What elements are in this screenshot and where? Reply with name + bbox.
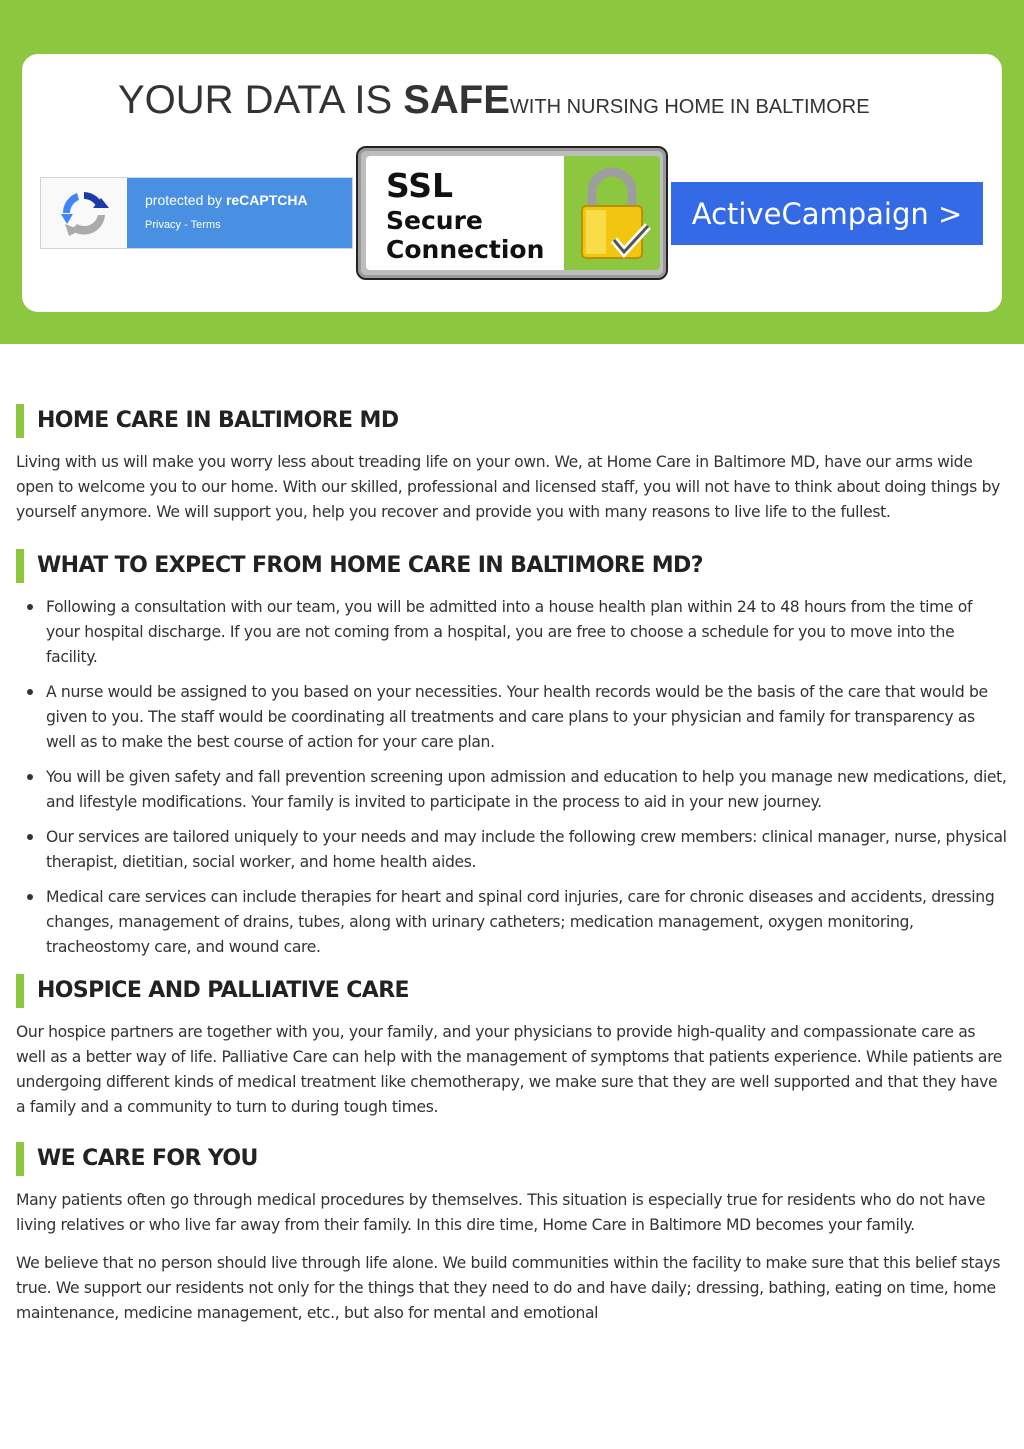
section-heading (16, 404, 1008, 438)
heading-text: HOME CARE IN BALTIMORE MD (37, 408, 399, 433)
section-heading (16, 974, 1008, 1008)
trust-badge-card (22, 54, 1002, 312)
list-item-text: You will be given safety and fall prevention screening upon admission and education to help you manage new medications, diet, and lifestyle modifications. Your family is invited to participate in the process to aid in your new journey. (46, 768, 1007, 811)
section-paragraph: Living with us will make you worry less about treading life on your own. We, at Home Care in Baltimore MD, have our arms wide open to welcome you to our home. With our skilled, professional and licensed staff, you will not have to think about doing things by yourself anymore. We will support you, help you recover and provide you with many reasons to live life to the fullest. (16, 453, 1000, 521)
list-item (16, 765, 1008, 815)
ssl-line-2: Secure (386, 206, 483, 235)
trust-banner (0, 0, 1024, 344)
heading-accent-bar (16, 549, 24, 583)
expectations-list (16, 595, 1008, 960)
list-item (16, 595, 1008, 670)
section-paragraph: We believe that no person should live through life alone. We build communities within the facility to make sure that this belief stays true. We support our residents not only for the things that they need to do and have daily; dressing, bathing, eating on time, home maintenance, medicine management, etc., but also for mental and emotional (16, 1254, 1001, 1322)
title-part-1: YOUR DATA IS (118, 78, 404, 122)
ssl-line-1: SSL (386, 166, 454, 205)
list-item-text: Medical care services can include therapies for heart and spinal cord injuries, care for chronic diseases and accidents, dressing changes, management of drains, tubes, along with urinary catheters; medication management, oxygen monitoring, tracheostomy care, and wound care. (46, 888, 995, 956)
padlock-icon (564, 156, 660, 270)
heading-accent-bar (16, 974, 24, 1008)
section-paragraph: Many patients often go through medical procedures by themselves. This situation is especially true for residents who do not have living relatives or who live far away from their family. In this dire time, Home Care in Baltimore MD becomes your family. (16, 1191, 986, 1234)
recaptcha-badge[interactable] (40, 177, 353, 249)
list-item-text: Following a consultation with our team, you will be admitted into a house health plan within 24 to 48 hours from the time of your hospital discharge. If you are not coming from a hospital, you are free to choose a schedule for you to move into the facility. (46, 598, 973, 666)
ssl-text-panel (366, 156, 564, 270)
heading-text: HOSPICE AND PALLIATIVE CARE (37, 978, 409, 1003)
recaptcha-logo-icon (41, 178, 127, 248)
heading-text: WE CARE FOR YOU (37, 1146, 258, 1171)
list-item-text: A nurse would be assigned to you based on your necessities. Your health records would be the basis of the care that would be given to you. The staff would be coordinating all treatments and care plans to your physician and family for transparency as well as to make the best course of action for your care plan. (46, 683, 988, 751)
heading-accent-bar (16, 404, 24, 438)
bullet-icon (27, 834, 33, 840)
main-content (16, 404, 1008, 1326)
recaptcha-brand: reCAPTCHA (225, 192, 308, 208)
bullet-icon (27, 604, 33, 610)
ssl-line-3: Connection (386, 235, 545, 264)
heading-text: WHAT TO EXPECT FROM HOME CARE IN BALTIMORE MD? (37, 553, 703, 578)
data-safe-title (118, 78, 918, 123)
bullet-icon (27, 774, 33, 780)
list-item (16, 680, 1008, 755)
recaptcha-protected-text (145, 192, 308, 208)
list-item (16, 885, 1008, 960)
bullet-icon (27, 689, 33, 695)
recaptcha-privacy-terms-link[interactable]: Privacy - Terms (145, 219, 221, 231)
section-paragraph: Our hospice partners are together with you, your family, and your physicians to provide high-quality and compassionate care as well as a better way of life. Palliative Care can help with the management of symptoms that patients experience. While patients are undergoing different kinds of medical treatment like chemotherapy, we make sure that they are well supported and that they have a family and a community to turn to during tough times. (16, 1023, 1003, 1116)
section-heading (16, 549, 1008, 583)
ssl-secure-badge (356, 146, 668, 280)
activecampaign-badge[interactable]: ActiveCampaign > (671, 182, 983, 245)
heading-accent-bar (16, 1142, 24, 1176)
protected-by-label: protected by (145, 192, 226, 208)
title-safe-word: SAFE (403, 78, 510, 122)
bullet-icon (27, 894, 33, 900)
list-item-text: Our services are tailored uniquely to your needs and may include the following crew members: clinical manager, nurse, physical therapist, dietitian, social worker, and home health aides. (46, 828, 1007, 871)
list-item (16, 825, 1008, 875)
title-part-3: WITH NURSING HOME IN BALTIMORE (509, 96, 870, 118)
section-heading (16, 1142, 1008, 1176)
